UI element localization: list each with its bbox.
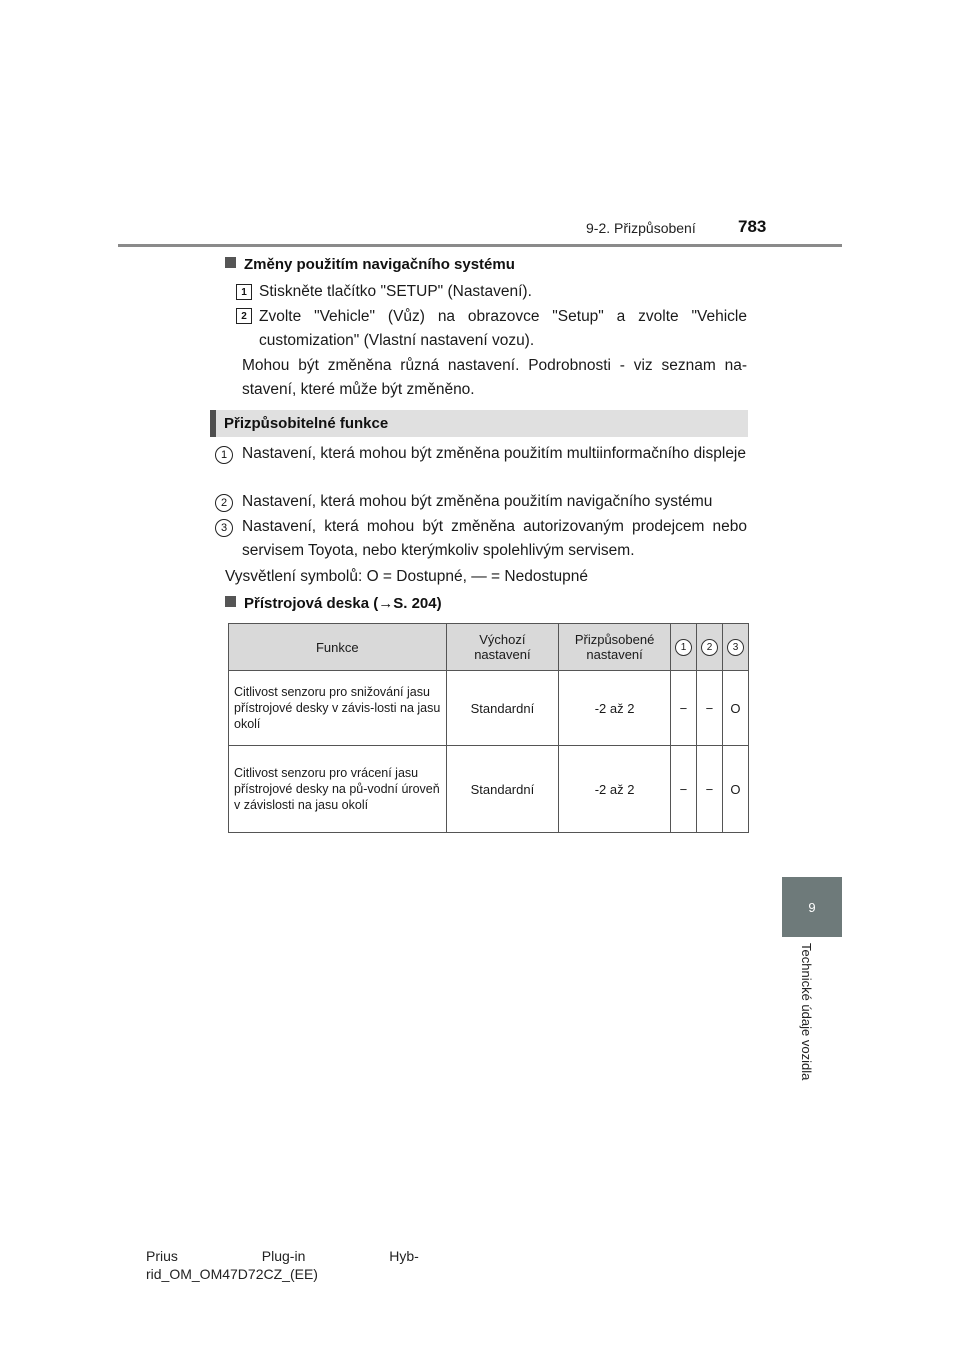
cell-mark-2: − — [696, 746, 722, 833]
table-row — [229, 746, 749, 833]
cell-function: Citlivost senzoru pro snižování jasu přístrojové desky v závis-losti na jasu okolí — [229, 671, 447, 746]
cell-mark-1: − — [670, 671, 696, 746]
col-header-3 — [722, 624, 748, 671]
header-divider — [118, 244, 842, 247]
legend-3-circle: 3 — [215, 519, 233, 537]
chapter-tab — [782, 877, 842, 937]
settings-table — [228, 623, 749, 833]
cell-default: Standardní — [446, 746, 559, 833]
nav-section-heading: Změny použitím navigačního systému — [225, 256, 515, 273]
nav-note: Mohou být změněna různá nastavení. Podrobnosti - viz seznam na-stavení, které může být změněno. — [242, 357, 747, 398]
heading-accent — [210, 410, 216, 437]
square-bullet-icon — [225, 596, 236, 607]
legend-2-circle: 2 — [215, 494, 233, 512]
legend-3-text: Nastavení, která mohou být změněna autorizovaným prodejcem nebo servisem Toyota, nebo kterýmkoliv spolehlivým servisem. — [242, 518, 747, 559]
cell-mark-1: − — [670, 746, 696, 833]
square-bullet-icon — [225, 257, 236, 268]
legend-1-circle: 1 — [215, 446, 233, 464]
page-number: 783 — [738, 217, 767, 236]
features-heading-bar — [210, 410, 748, 437]
cell-mark-2: − — [696, 671, 722, 746]
features-heading: Přizpůsobitelné funkce — [224, 415, 389, 432]
circle-2-icon: 2 — [701, 639, 718, 656]
cell-function: Citlivost senzoru pro vrácení jasu přístrojové desky na pů-vodní úroveň v závislosti na jasu okolí — [229, 746, 447, 833]
chapter-number: 9 — [808, 899, 816, 915]
cell-default: Standardní — [446, 671, 559, 746]
col-header-1 — [670, 624, 696, 671]
cell-mark-3: O — [722, 671, 748, 746]
document-id-line-1: Prius Plug-in Hyb- — [146, 1248, 419, 1264]
col-header-custom: Přizpůsobené nastavení — [559, 624, 671, 671]
col-header-function: Funkce — [229, 624, 447, 671]
circle-3-icon: 3 — [727, 639, 744, 656]
cell-mark-3: O — [722, 746, 748, 833]
step-2-text: Zvolte "Vehicle" (Vůz) na obrazovce "Setup" a zvolte "Vehicle customization" (Vlastní nastavení vozu). — [259, 308, 747, 349]
chapter-label: Technické údaje vozidla — [799, 943, 814, 1081]
legend-1-text: Nastavení, která mohou být změněna použitím multiinformačního displeje — [242, 445, 746, 462]
circle-1-icon: 1 — [675, 639, 692, 656]
step-1-badge: 1 — [236, 284, 252, 300]
legend-2-text: Nastavení, která mohou být změněna použitím navigačního systému — [242, 493, 713, 510]
step-2-badge: 2 — [236, 308, 252, 324]
document-id-line-2: rid_OM_OM47D72CZ_(EE) — [146, 1266, 318, 1282]
cell-custom: -2 až 2 — [559, 671, 671, 746]
table-header-row — [229, 624, 749, 671]
panel-heading: Přístrojová deska (→S. 204) — [225, 595, 442, 612]
step-1-text: Stiskněte tlačítko "SETUP" (Nastavení). — [259, 283, 532, 300]
col-header-2 — [696, 624, 722, 671]
table-row — [229, 671, 749, 746]
section-title: 9-2. Přizpůsobení — [586, 220, 696, 236]
col-header-default: Výchozí nastavení — [446, 624, 559, 671]
document-id — [146, 1247, 419, 1283]
cell-custom: -2 až 2 — [559, 746, 671, 833]
symbols-explanation: Vysvětlení symbolů: O = Dostupné, — = Nedostupné — [225, 568, 589, 585]
